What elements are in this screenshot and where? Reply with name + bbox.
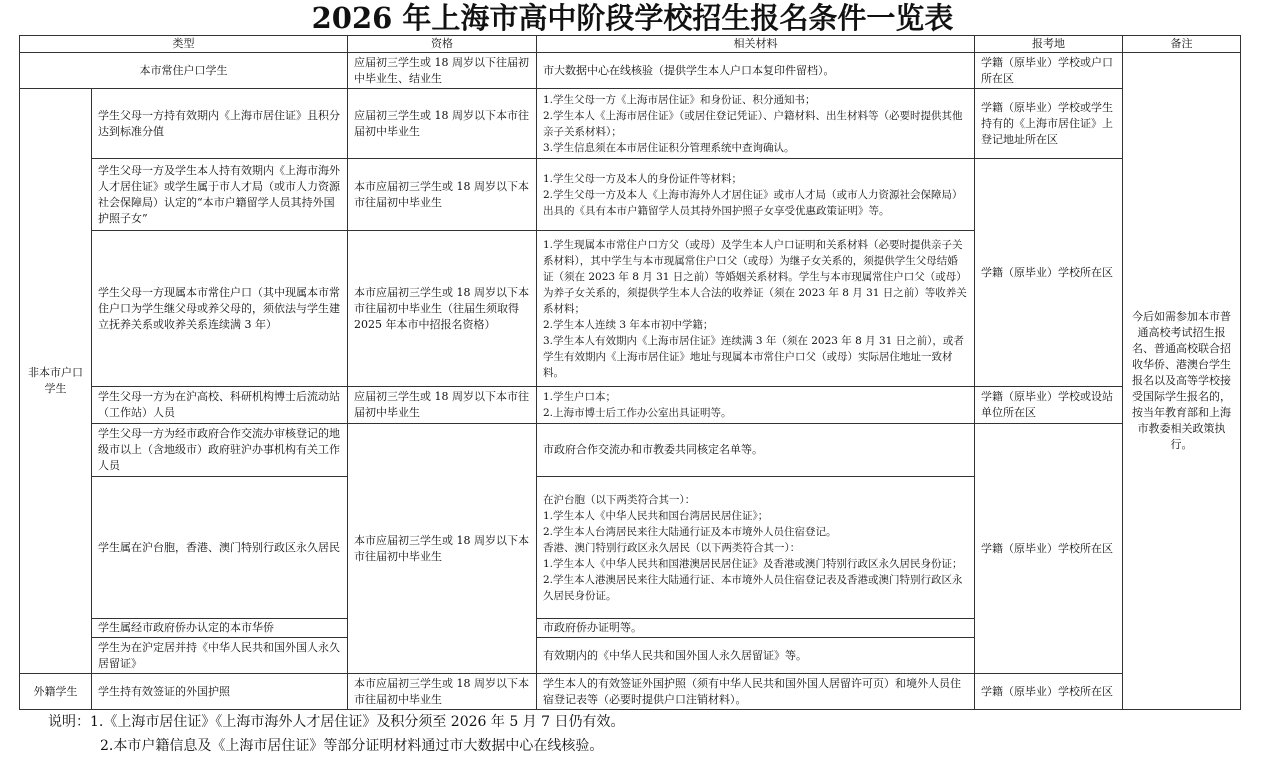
note-1: 说明：1.《上海市居住证》《上海市海外人才居住证》及积分须至 2026 年 5 月 7 日仍有效。 bbox=[48, 714, 625, 730]
place-cell: 学籍（原毕业）学校或户口所在区 bbox=[975, 53, 1123, 89]
header-type: 类型 bbox=[20, 36, 348, 53]
type-cell: 学生父母一方为在沪高校、科研机构博士后流动站（工作站）人员 bbox=[92, 387, 348, 424]
materials-cell: 1.学生户口本； 2.上海市博士后工作办公室出具证明等。 bbox=[537, 387, 975, 424]
materials-cell: 1.学生父母一方及本人的身份证件等材料； 2.学生父母一方及本人《上海市海外人才居住证》或市人才局（或市人力资源社会保障局）出具的《具有本市户籍留学人员其持外国护照子女享受优惠政策证明》等。 bbox=[537, 159, 975, 231]
materials-cell: 市政府侨办证明等。 bbox=[537, 619, 975, 638]
type-cell: 学生父母一方现属本市常住户口（其中现属本市常住户口为学生继父母或养父母的，须依法与学生建立抚养关系或收养关系连续满 3 年） bbox=[92, 231, 348, 387]
materials-cell: 有效期内的《中华人民共和国外国人永久居留证》等。 bbox=[537, 638, 975, 674]
header-row bbox=[20, 36, 1241, 53]
qual-cell: 应届初三学生或 18 周岁以下往届初中毕业生、结业生 bbox=[348, 53, 537, 89]
type-cell: 学生持有效签证的外国护照 bbox=[92, 674, 348, 710]
table-row bbox=[20, 89, 1241, 159]
type-cell: 学生父母一方持有效期内《上海市居住证》且积分达到标准分值 bbox=[92, 89, 348, 159]
qual-cell: 应届初三学生或 18 周岁以下本市往届初中毕业生 bbox=[348, 89, 537, 159]
place-cell: 学籍（原毕业）学校所在区 bbox=[975, 424, 1123, 674]
materials-cell: 1.学生现属本市常住户口方父（或母）及学生本人户口证明和关系材料（必要时提供亲子关系材料），其中学生与本市现属常住户口父（或母）为继子女关系的，须提供学生父母结婚证（须在 2023 年 8 月 31 日之前）等婚姻关系材料。学生与本市现属常住户口父（或母）为养子女关系的，须提供学生本人合法的收养证（须在 2023 年 8 月 31 日之前）等收养关系材料； 2.学生本人连续 3 年本市初中学籍； 3.学生本人有效期内《上海市居住证》连续满 3 年（须在 2023 年 8 月 31 日之前），或者学生有效期内《上海市居住证》地址与现属本市常住户口父（或母）实际居住地址一致材料。 bbox=[537, 231, 975, 387]
group-label-cell: 非本市户口学生 bbox=[20, 89, 92, 674]
note-2: 2.本市户籍信息及《上海市居住证》等部分证明材料通过市大数据中心在线核验。 bbox=[100, 738, 604, 754]
materials-cell: 学生本人的有效签证外国护照（须有中华人民共和国外国人居留许可页）和境外人员住宿登记表等（必要时提供户口注销材料）。 bbox=[537, 674, 975, 710]
materials-cell: 在沪台胞（以下两类符合其一）： 1.学生本人《中华人民共和国台湾居民居住证》； 2.学生本人台湾居民来往大陆通行证及本市境外人员住宿登记。 香港、澳门特别行政区永久居民（以下两类符合其一）： 1.学生本人《中华人民共和国港澳居民居住证》及香港或澳门特别行政区永久居民身份证； 2.学生本人港澳居民来往大陆通行证、本市境外人员住宿登记表及香港或澳门特别行政区永久居民身份证。 bbox=[537, 477, 975, 619]
type-cell: 学生为在沪定居并持《中华人民共和国外国人永久居留证》 bbox=[92, 638, 348, 674]
type-cell: 学生父母一方为经市政府合作交流办审核登记的地级市以上（含地级市）政府驻沪办事机构有关工作人员 bbox=[92, 424, 348, 477]
header-place: 报考地 bbox=[975, 36, 1123, 53]
materials-cell: 1.学生父母一方《上海市居住证》和身份证、积分通知书； 2.学生本人《上海市居住证》（或居住登记凭证）、户籍材料、出生材料等（必要时提供其他亲子关系材料）； 3.学生信息须在本市居住证积分管理系统中查询确认。 bbox=[537, 89, 975, 159]
notes bbox=[48, 710, 625, 758]
place-cell: 学籍（原毕业）学校或学生持有的《上海市居住证》上登记地址所在区 bbox=[975, 89, 1123, 159]
type-cell: 学生父母一方及学生本人持有效期内《上海市海外人才居住证》或学生属于市人才局（或市人力资源社会保障局）认定的“本市户籍留学人员其持外国护照子女” bbox=[92, 159, 348, 231]
qual-cell: 本市应届初三学生或 18 周岁以下本市往届初中毕业生 bbox=[348, 674, 537, 710]
materials-cell: 市大数据中心在线核验（提供学生本人户口本复印件留档）。 bbox=[537, 53, 975, 89]
table-row bbox=[20, 159, 1241, 231]
place-cell: 学籍（原毕业）学校所在区 bbox=[975, 159, 1123, 387]
type-cell: 本市常住户口学生 bbox=[20, 53, 348, 89]
qual-cell: 本市应届初三学生或 18 周岁以下本市往届初中毕业生（往届生须取得 2025 年本市中招报名资格） bbox=[348, 231, 537, 387]
header-qual: 资格 bbox=[348, 36, 537, 53]
table-row bbox=[20, 424, 1241, 477]
type-cell: 学生属在沪台胞，香港、澳门特别行政区永久居民 bbox=[92, 477, 348, 619]
materials-cell: 市政府合作交流办和市教委共同核定名单等。 bbox=[537, 424, 975, 477]
group-label-cell: 外籍学生 bbox=[20, 674, 92, 710]
header-remark: 备注 bbox=[1123, 36, 1241, 53]
table-row bbox=[20, 674, 1241, 710]
type-cell: 学生属经市政府侨办认定的本市华侨 bbox=[92, 619, 348, 638]
qual-cell: 应届初三学生或 18 周岁以下本市往届初中毕业生 bbox=[348, 387, 537, 424]
table-row bbox=[20, 53, 1241, 89]
place-cell: 学籍（原毕业）学校或设站单位所在区 bbox=[975, 387, 1123, 424]
place-cell: 学籍（原毕业）学校所在区 bbox=[975, 674, 1123, 710]
page-title: 2026 年上海市高中阶段学校招生报名条件一览表 bbox=[311, 1, 954, 35]
qual-cell: 本市应届初三学生或 18 周岁以下本市往届初中毕业生 bbox=[348, 424, 537, 674]
admission-table bbox=[19, 35, 1241, 710]
table-row bbox=[20, 387, 1241, 424]
remark-cell: 今后如需参加本市普通高校考试招生报名、普通高校联合招收华侨、港澳台学生报名以及高等学校接受国际学生报名的，按当年教育部和上海市教委相关政策执行。 bbox=[1123, 53, 1241, 710]
header-materials: 相关材料 bbox=[537, 36, 975, 53]
qual-cell: 本市应届初三学生或 18 周岁以下本市往届初中毕业生 bbox=[348, 159, 537, 231]
